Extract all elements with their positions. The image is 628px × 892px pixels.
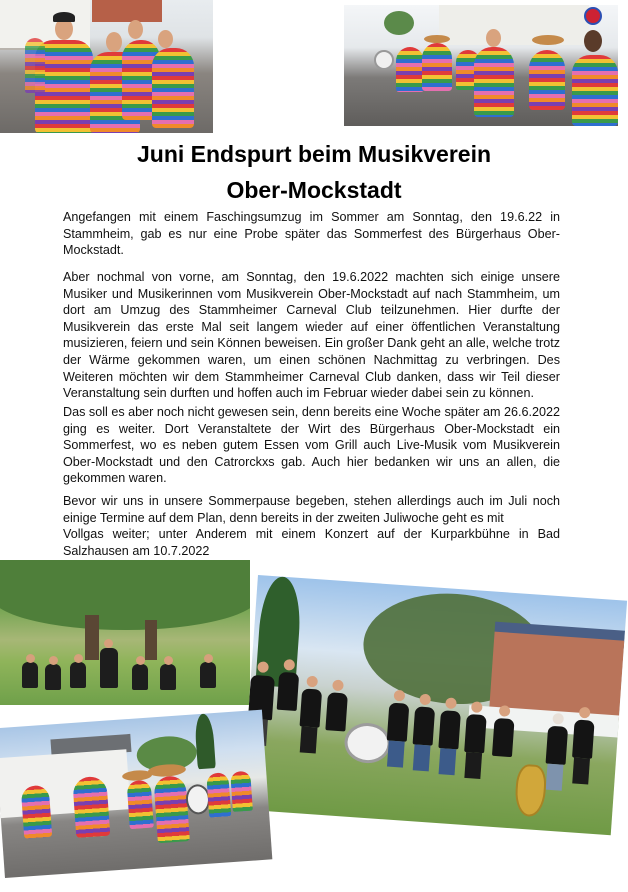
photo-tree [384,11,414,35]
photo-drum [374,50,394,70]
photo-member-head [419,694,431,706]
photo-person-poncho [206,772,231,817]
photo-musician [45,664,61,690]
photo-musician-head [136,656,145,665]
photo-tree-trunk [145,620,157,660]
paragraph-line: Salzhausen am 10.7.2022 [63,543,210,558]
photo-tree [194,713,216,769]
photo-band-member [572,719,595,758]
photo-person-head [106,32,122,52]
article-title-location: Ober-Mockstadt [226,177,402,203]
photo-parade-from-behind [0,710,272,878]
photo-person-poncho [572,55,618,126]
photo-person-head [584,30,602,52]
photo-tree-canopy [0,560,250,630]
photo-musician-head [104,639,113,648]
photo-tree-trunk [85,615,99,660]
photo-house [439,5,589,45]
photo-roof [92,0,162,22]
photo-sombrero [532,35,564,45]
photo-musician [70,662,86,688]
photo-bass-drum [343,721,392,764]
photo-member-head [394,690,406,702]
photo-person-poncho [127,780,154,830]
photo-musician [22,662,38,688]
photo-person-poncho [25,38,45,93]
photo-band-member [464,714,487,753]
photo-carnival-parade-ponchos [0,0,213,133]
photo-house [0,749,130,818]
photo-member-legs [300,726,318,753]
photo-person-head [128,20,143,39]
article-title: Juni Endspurt beim Musikverein [136,141,492,167]
article-paragraph: Das soll es aber noch nicht gewesen sein, denn bereits eine Woche später am 26.6.2022 ging es weiter. Dort Veranstaltete der Wirt des Bürgerhaus Ober-Mockstadt ein Sommerfest, wo es neben gutem Essen vom Grill auch Live-Musik vom Musikverein Ober-Mockstadt und den Catrorckxs gab. Auch hier bedanken wir uns an allen, die gekommen waren. [63,405,560,486]
photo-musician-head [164,656,173,665]
photo-person-poncho [72,776,110,838]
photo-member-legs [572,757,590,784]
photo-person-head [486,29,501,47]
photo-person-poncho [21,785,53,839]
photo-musician-head [74,654,83,663]
photo-band-member [413,706,436,745]
photo-person-poncho [474,47,514,117]
photo-person-poncho [396,47,424,92]
paragraph-line: Vollgas weiter; unter Anderem mit einem Konzert auf der Kurparkbühne in Bad [63,527,560,542]
photo-member-legs [387,741,405,768]
photo-musician-head [204,654,213,663]
photo-person-poncho [529,50,565,110]
photo-band-member [438,710,461,749]
paragraph-line: Bevor wir uns in unsere Sommerpause begeben, stehen allerdings auch im Juli noch [63,494,560,508]
photo-band-group [242,575,627,835]
article-paragraph: Angefangen mit einem Faschingsumzug im Sommer am Sonntag, den 19.6.22 in Stammheim, gab es nur eine Probe später das Sommerfest des Bürgerhaus Ober-Mockstadt. [63,210,560,258]
photo-cap [53,12,75,22]
photo-member-legs [464,752,482,779]
photo-musician [132,664,148,690]
photo-band-member [277,672,300,711]
photo-road-sign [584,7,602,25]
photo-member-head [445,697,457,709]
article-paragraph: Aber nochmal von vorne, am Sonntag, den 19.6.2022 machten sich einige unsere Musiker und Musikerinnen vom Musikverein Ober-Mockstadt auf nach Stammheim, um dort am Umzug des Stammheimer Carneval Club teilzunehmen. Hier durfte der Musikverein das erste Mal seit langem wieder auf einer öffentlichen Veranstaltung musizieren, feiern und sein Können beweisen. Ein großer Dank geht an alle, welche trotz der Wärme gekommen waren, um einen schönen Nachmittag zu verbringen. Des Weiteren möchten wir dem Stammheimer Carneval Club danken, dass wir Teil dieser Veranstaltung sein durften und hoffen auch im Februar wieder dabei sein zu können. [63,270,560,401]
photo-person-poncho [153,775,190,843]
photo-band-member [325,692,348,731]
photo-member-legs [546,764,564,791]
photo-band-member [300,688,323,727]
photo-band-member [492,718,515,757]
photo-musician-head [49,656,58,665]
article-paragraph [63,493,560,559]
photo-musician [200,662,216,688]
photo-person-poncho [230,771,253,812]
photo-musician [160,664,176,690]
photo-sombrero [424,35,450,43]
photo-band-member [387,702,410,741]
photo-band-member [546,726,569,765]
photo-person-poncho [152,48,194,128]
photo-conductor [100,648,118,688]
photo-member-head [306,676,318,688]
photo-outdoor-concert [0,560,250,705]
photo-marching-band-parade [344,5,618,126]
photo-tuba [514,764,548,818]
photo-member-legs [413,744,431,771]
photo-person-head [158,30,173,48]
paragraph-line: einige Termine auf dem Plan, denn bereits in der zweiten Juliwoche geht es mit [63,510,504,525]
photo-musician-head [26,654,35,663]
photo-member-head [332,679,344,691]
photo-member-legs [439,748,457,775]
photo-person-poncho [422,43,452,91]
